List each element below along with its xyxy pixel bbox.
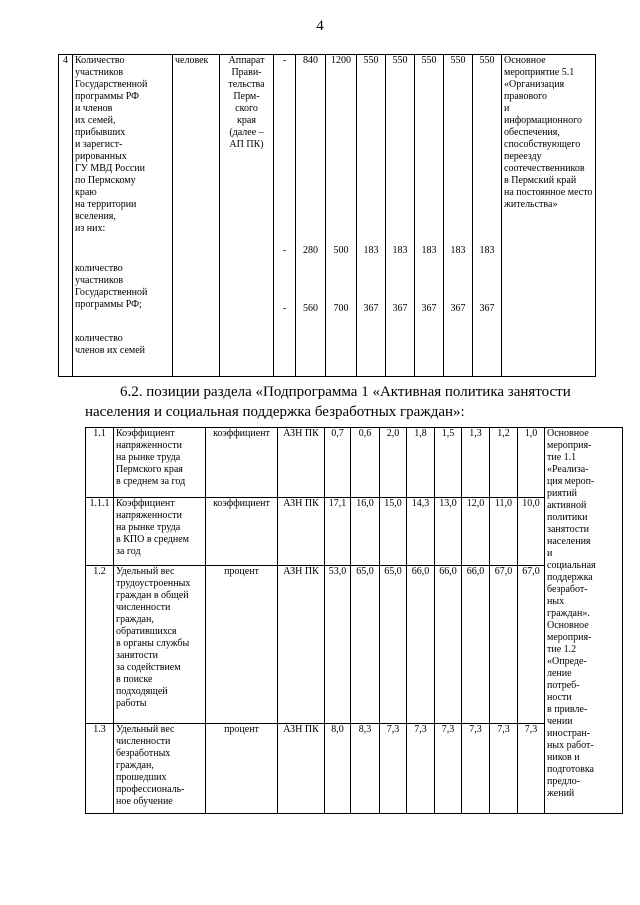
value-cell: 8,3 <box>351 724 380 814</box>
text-line: (далее – <box>229 127 264 138</box>
value-cell: 1,2 <box>490 428 518 498</box>
text-line: участников <box>75 67 124 78</box>
value-cell <box>326 55 357 377</box>
text-line: в Пермский край <box>504 175 577 186</box>
value-cell: 1,5 <box>435 428 462 498</box>
text-line: в КПО в среднем <box>116 534 190 545</box>
value: 560 <box>303 303 318 314</box>
value-cell: 65,0 <box>380 566 407 724</box>
text-line: «Организация <box>504 79 565 90</box>
text-line: края <box>237 115 256 126</box>
text-line: обеспечения, <box>504 127 560 138</box>
unit-cell: коэффициент <box>206 428 278 498</box>
text-line: Перм- <box>233 91 260 102</box>
text-line: за год <box>116 546 141 557</box>
value-cell: 16,0 <box>351 498 380 566</box>
text-line: чении <box>547 716 573 727</box>
text-line: Удельный вес <box>116 566 175 577</box>
unit-cell: процент <box>206 566 278 724</box>
text-line: за содействием <box>116 662 181 673</box>
text-line: на рынке труда <box>116 452 181 463</box>
value: 550 <box>479 55 495 66</box>
text-line: предло- <box>547 776 581 787</box>
value: 183 <box>450 245 466 256</box>
text-line: занятости <box>547 524 589 535</box>
text-line: мероприя- <box>547 440 592 451</box>
value-cell: 53,0 <box>325 566 351 724</box>
text-line: Государственной <box>75 287 148 298</box>
table-row <box>86 428 623 498</box>
value-cell <box>415 55 444 377</box>
row-number: 1.1 <box>86 428 114 498</box>
text-line: на территории <box>75 199 137 210</box>
text-line: поддержка <box>547 572 593 583</box>
text-line: прошедших <box>116 772 167 783</box>
value-cell: 11,0 <box>490 498 518 566</box>
row-number: 1.3 <box>86 724 114 814</box>
text-line: Основное <box>504 55 546 66</box>
text-line: риятий <box>547 488 578 499</box>
text-line: Удельный вес <box>116 724 175 735</box>
value-cell: 10,0 <box>518 498 545 566</box>
text-line: граждан, <box>116 760 154 771</box>
indicator-name <box>114 428 206 498</box>
unit-cell: процент <box>206 724 278 814</box>
text-line: Пермского края <box>116 464 183 475</box>
text-line: соотечественников <box>504 163 585 174</box>
value: 367 <box>421 303 437 314</box>
text-line: ление <box>547 668 572 679</box>
text-line: Государственной <box>75 79 148 90</box>
value: 840 <box>303 55 318 66</box>
value-cell: 13,0 <box>435 498 462 566</box>
value-cell: 7,3 <box>462 724 490 814</box>
text-line: переезду <box>504 151 542 162</box>
value: 550 <box>363 55 379 66</box>
text-line: и <box>504 103 510 114</box>
value-cell: 7,3 <box>435 724 462 814</box>
value: 550 <box>450 55 466 66</box>
text-line: ности <box>547 692 572 703</box>
text-line: и членов <box>75 103 113 114</box>
value-cell: 7,3 <box>518 724 545 814</box>
text-line: напряженности <box>116 510 182 521</box>
text-line: безработ- <box>547 584 588 595</box>
value: 183 <box>363 245 379 256</box>
text-line: количество <box>75 263 123 274</box>
text-line: в поиске <box>116 674 153 685</box>
text-line: по Пермскому <box>75 175 136 186</box>
text-line: «Реализа- <box>547 464 589 475</box>
text-line: тельства <box>228 79 265 90</box>
value-cell: 2,0 <box>380 428 407 498</box>
value: 367 <box>450 303 466 314</box>
text-line: политики <box>547 512 588 523</box>
unit-cell: коэффициент <box>206 498 278 566</box>
executor-cell: АЗН ПК <box>278 566 325 724</box>
text-line: подходящей <box>116 686 168 697</box>
text-line: жений <box>547 788 575 799</box>
text-line: участников <box>75 275 124 286</box>
row-number: 1.2 <box>86 566 114 724</box>
value-cell: 0,7 <box>325 428 351 498</box>
text-line: Основное <box>547 620 589 631</box>
text-line: ников и <box>547 752 580 763</box>
text-line: Коэффициент <box>116 498 175 509</box>
value-cell: 14,3 <box>407 498 435 566</box>
text-line: способствующего <box>504 139 581 150</box>
value-cell: 67,0 <box>490 566 518 724</box>
table-row <box>86 566 623 724</box>
text-line: программы РФ; <box>75 299 142 310</box>
value: 700 <box>333 303 349 314</box>
value: 500 <box>333 245 349 256</box>
row-number: 1.1.1 <box>86 498 114 566</box>
section-heading-line2: населения и социальная поддержка безработных граждан»: <box>85 404 465 420</box>
text-line: членов их семей <box>75 345 145 356</box>
row-number: 4 <box>59 55 73 377</box>
value-cell: 7,3 <box>407 724 435 814</box>
employment-indicator-table <box>85 427 623 814</box>
text-line: безработных <box>116 748 171 759</box>
text-line: ского <box>235 103 258 114</box>
text-line: в привле- <box>547 704 588 715</box>
value-cell: 7,3 <box>380 724 407 814</box>
text-line: «Опреде- <box>547 656 587 667</box>
value: - <box>282 55 287 66</box>
value: 367 <box>479 303 495 314</box>
text-line: иностран- <box>547 728 591 739</box>
text-line: профессиональ- <box>116 784 185 795</box>
text-line: количество <box>75 333 123 344</box>
text-line: обратившихся <box>116 626 177 637</box>
text-line: мероприя- <box>547 632 592 643</box>
value: 183 <box>421 245 437 256</box>
text-line: Основное <box>547 428 589 439</box>
text-line: граждан в общей <box>116 590 189 601</box>
text-line: и <box>547 548 553 559</box>
value-cell: 0,6 <box>351 428 380 498</box>
text-line: в органы службы <box>116 638 190 649</box>
text-line: ное обучение <box>116 796 173 807</box>
value-cell: 17,1 <box>325 498 351 566</box>
value: 1200 <box>331 55 351 66</box>
text-line: ГУ МВД России <box>75 163 146 174</box>
text-line: рированных <box>75 151 127 162</box>
indicator-name <box>114 498 206 566</box>
value-cell: 67,0 <box>518 566 545 724</box>
text-line: напряженности <box>116 440 182 451</box>
text-line: работы <box>116 698 147 709</box>
text-line: тие 1.2 <box>547 644 577 655</box>
text-line: ных работ- <box>547 740 594 751</box>
text-line: тие 1.1 <box>547 452 577 463</box>
table-row <box>59 55 596 377</box>
value-cell: 8,0 <box>325 724 351 814</box>
text-line: граждан». <box>547 608 590 619</box>
section-heading-line1: 6.2. позиции раздела «Подпрограмма 1 «Активная политика занятости <box>120 384 571 400</box>
value-cell: 12,0 <box>462 498 490 566</box>
indicator-name <box>114 724 206 814</box>
value: 367 <box>363 303 379 314</box>
value-cell: 15,0 <box>380 498 407 566</box>
value-cell <box>296 55 326 377</box>
executor-cell: АЗН ПК <box>278 498 325 566</box>
value: 550 <box>421 55 437 66</box>
executor-cell: АЗН ПК <box>278 724 325 814</box>
unit-cell: человек <box>173 55 220 377</box>
text-line: на рынке труда <box>116 522 181 533</box>
text-line: Коэффициент <box>116 428 175 439</box>
text-line: прибывших <box>75 127 126 138</box>
text-line: их семей, <box>75 115 116 126</box>
value-cell: 1,8 <box>407 428 435 498</box>
text-line: в среднем за год <box>116 476 186 487</box>
text-line: жительства» <box>504 199 558 210</box>
text-line: правового <box>504 91 547 102</box>
text-line: краю <box>75 187 97 198</box>
text-line: социальная <box>547 560 596 571</box>
text-line: подготовка <box>547 764 594 775</box>
value: 550 <box>392 55 408 66</box>
indicator-name <box>114 566 206 724</box>
text-line: из них: <box>75 223 106 234</box>
value-cell: 1,3 <box>462 428 490 498</box>
text-line: трудоустроенных <box>116 578 191 589</box>
text-line: населения <box>547 536 591 547</box>
value-cell <box>274 55 296 377</box>
value-cell: 66,0 <box>435 566 462 724</box>
value: 367 <box>392 303 408 314</box>
value-cell: 65,0 <box>351 566 380 724</box>
text-line: Количество <box>75 55 125 66</box>
text-line: программы РФ <box>75 91 140 102</box>
text-line: на постоянное место <box>504 187 593 198</box>
value: 183 <box>392 245 408 256</box>
table-row <box>86 724 623 814</box>
migrant-indicator-table <box>58 54 596 377</box>
value: - <box>282 245 287 256</box>
text-line: Аппарат <box>228 55 265 66</box>
page-number: 4 <box>316 18 324 34</box>
executor-cell: АЗН ПК <box>278 428 325 498</box>
text-line: информационного <box>504 115 582 126</box>
note-cell <box>545 428 623 814</box>
text-line: численности <box>116 602 171 613</box>
value-cell <box>444 55 473 377</box>
text-line: потреб- <box>547 680 580 691</box>
text-line: Прави- <box>231 67 262 78</box>
value-cell <box>386 55 415 377</box>
value-cell: 7,3 <box>490 724 518 814</box>
text-line: граждан, <box>116 614 154 625</box>
value-cell: 66,0 <box>462 566 490 724</box>
executor-cell <box>220 55 274 377</box>
value: 280 <box>303 245 318 256</box>
value-cell: 66,0 <box>407 566 435 724</box>
text-line: активной <box>547 500 587 511</box>
text-line: АП ПК) <box>229 139 264 150</box>
indicator-name <box>73 55 173 377</box>
value: 183 <box>479 245 495 256</box>
text-line: занятости <box>116 650 158 661</box>
value-cell <box>473 55 502 377</box>
note-cell <box>502 55 596 377</box>
table-row <box>86 498 623 566</box>
text-line: вселения, <box>75 211 116 222</box>
value: - <box>282 303 287 314</box>
value-cell <box>357 55 386 377</box>
text-line: мероприятие 5.1 <box>504 67 575 78</box>
value-cell: 1,0 <box>518 428 545 498</box>
text-line: ция мероп- <box>547 476 595 487</box>
text-line: и зарегист- <box>75 139 123 150</box>
text-line: ных <box>547 596 565 607</box>
text-line: численности <box>116 736 171 747</box>
